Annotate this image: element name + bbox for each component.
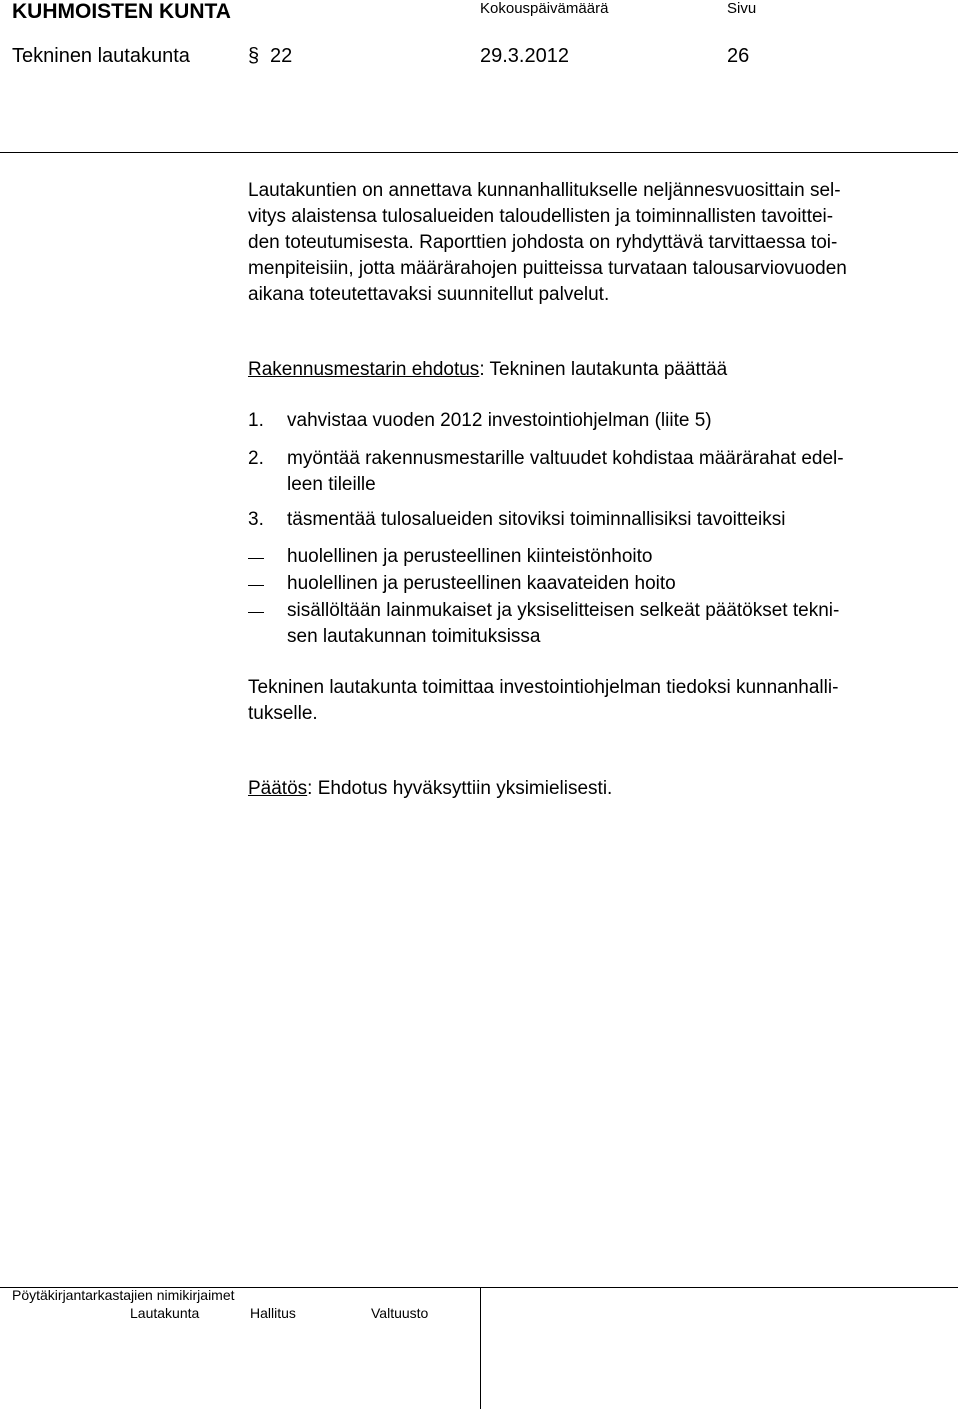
meeting-date: 29.3.2012 (480, 45, 569, 67)
paragraph-line: Tekninen lautakunta toimittaa investointiohjelman tiedoksi kunnanhalli- (248, 677, 839, 698)
item-line: täsmentää tulosalueiden sitoviksi toiminnallisiksi tavoitteiksi (287, 509, 786, 530)
numbered-item (287, 446, 844, 498)
bullet-item (287, 544, 652, 570)
paragraph-line: tukselle. (248, 703, 318, 724)
bullet-item (287, 571, 676, 597)
dash-bullet (248, 612, 264, 613)
item-number: 3. (248, 509, 264, 530)
paragraph-line: menpiteisiin, jotta määrärahojen puitteissa turvataan talousarviovuoden (248, 258, 847, 279)
item-number: 2. (248, 448, 264, 469)
decision (248, 776, 952, 802)
paragraph-line: Lautakuntien on annettava kunnanhallitukselle neljännesvuosittain sel- (248, 180, 841, 201)
item-number: 1. (248, 410, 264, 431)
paragraph-line: den toteutumisesta. Raporttien johdosta on ryhdyttävä tarvittaessa toi- (248, 232, 838, 253)
item-line: sisällöltään lainmukaiset ja yksiselitteisen selkeät päätökset tekni- (287, 600, 840, 621)
item-line: myöntää rakennusmestarille valtuudet kohdistaa määrärahat edel- (287, 448, 844, 469)
header-divider (0, 152, 958, 153)
paragraph-line: aikana toteutettavaksi suunnitellut palvelut. (248, 284, 610, 305)
signature-column: Lautakunta (130, 1305, 200, 1321)
proposal-text: : Tekninen lautakunta päättää (479, 359, 728, 380)
meeting-date-label: Kokouspäivämäärä (480, 0, 609, 17)
proposal-heading (248, 357, 952, 383)
dash-bullet (248, 558, 264, 559)
numbered-item (287, 408, 712, 434)
item-line: huolellinen ja perusteellinen kiinteistönhoito (287, 546, 653, 567)
page-number: 26 (727, 45, 750, 67)
bullet-item (287, 598, 839, 650)
paragraph-line: vitys alaistensa tulosalueiden taloudellisten ja toiminnallisten tavoittei- (248, 206, 834, 227)
organization-name: KUHMOISTEN KUNTA (12, 0, 231, 23)
item-line: huolellinen ja perusteellinen kaavateiden hoito (287, 573, 676, 594)
numbered-item (287, 507, 785, 533)
item-line: vahvistaa vuoden 2012 investointiohjelman (liite 5) (287, 410, 712, 431)
closing-paragraph (248, 675, 952, 727)
intro-paragraph (248, 178, 952, 308)
dash-bullet (248, 585, 264, 586)
signatures-title: Pöytäkirjantarkastajien nimikirjaimet (12, 1287, 235, 1303)
board-name: Tekninen lautakunta (12, 45, 190, 67)
proposal-label: Rakennusmestarin ehdotus (248, 359, 480, 380)
item-line: sen lautakunnan toimituksissa (287, 626, 541, 647)
decision-text: : Ehdotus hyväksyttiin yksimielisesti. (307, 778, 613, 799)
section-number: 22 (270, 45, 293, 67)
item-line: leen tileille (287, 474, 376, 495)
signature-column: Valtuusto (371, 1305, 429, 1321)
page-label: Sivu (727, 0, 757, 17)
signature-column: Hallitus (250, 1305, 296, 1321)
section-symbol: § (248, 45, 260, 67)
decision-label: Päätös (248, 778, 308, 799)
